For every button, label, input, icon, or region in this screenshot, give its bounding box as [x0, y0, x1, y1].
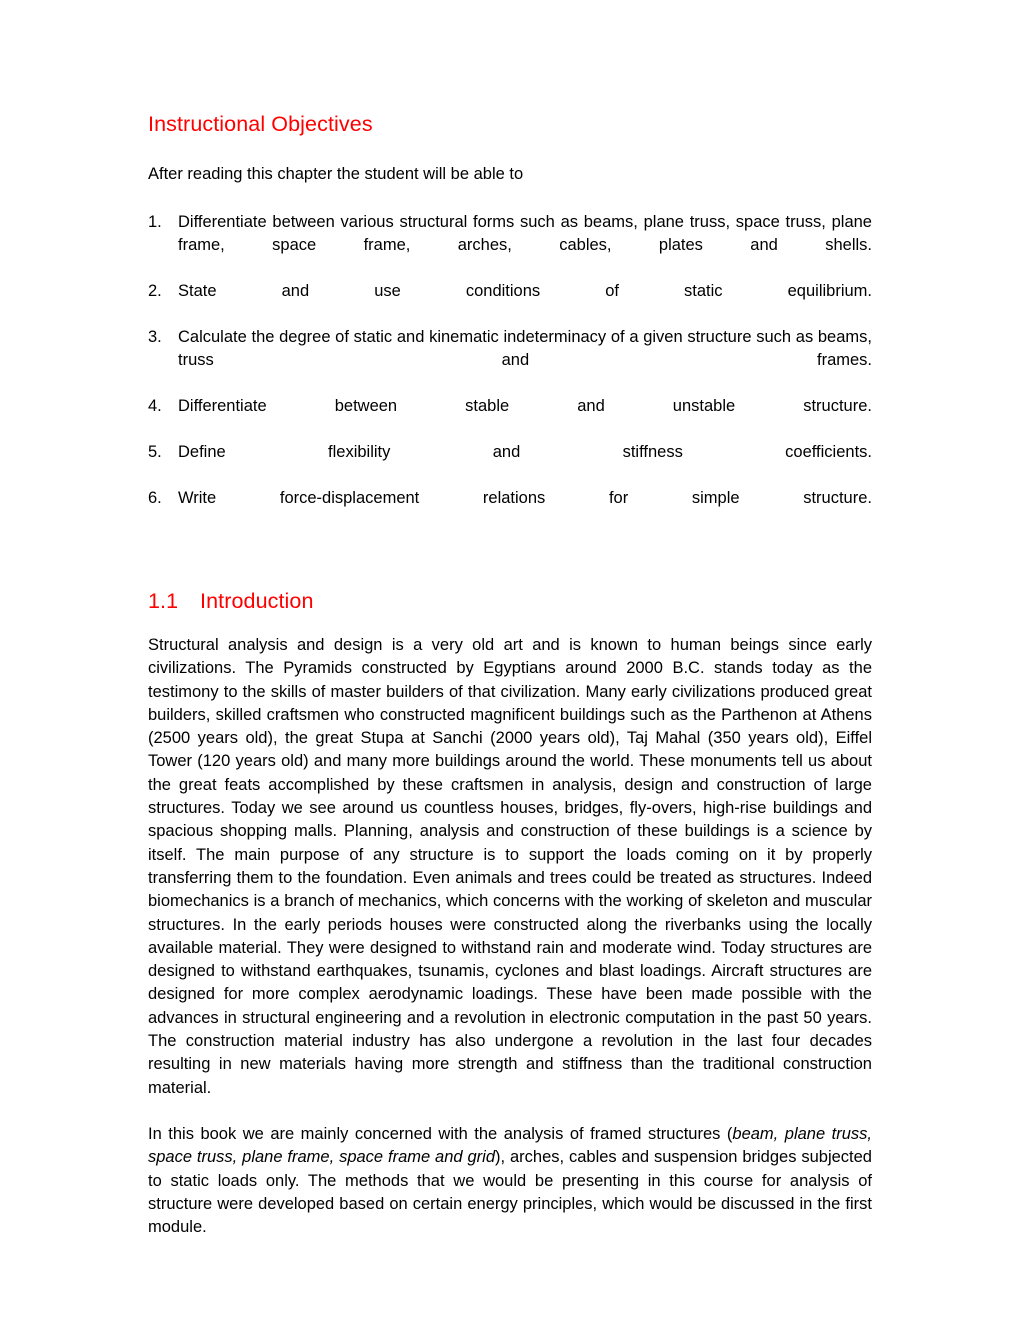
objective-number: 6.: [148, 489, 162, 507]
list-item: [148, 441, 872, 487]
section-number: 1.1: [148, 589, 179, 613]
objective-number: 2.: [148, 282, 162, 300]
structure-types-emphasis: beam, plane truss, space truss, plane frame, space frame and grid: [148, 1124, 872, 1167]
section-title: Introduction: [200, 589, 314, 613]
objective-text: Differentiate between various structural forms such as beams, plane truss, space truss, plane frame, space frame, arches, cables, plates and shells.: [178, 213, 872, 254]
paragraph-book-scope: [148, 1123, 872, 1239]
objective-text: Define flexibility and stiffness coefficients.: [178, 443, 872, 461]
objective-number: 1.: [148, 213, 162, 231]
objective-number: 4.: [148, 397, 162, 415]
page-content: [148, 112, 872, 1239]
paragraph-introduction-history: Structural analysis and design is a very old art and is known to human beings since early civilizations. The Pyramids constructed by Egyptians around 2000 B.C. stands today as the testimony to the skills of master builders of that civilization. Many early civilizations produced great builders, skilled craftsmen who constructed magnificent buildings such as the Parthenon at Athens (2500 years old), the great Stupa at Sanchi (2000 years old), Taj Mahal (350 years old), Eiffel Tower (120 years old) and many more buildings around the world. These monuments tell us about the great feats accomplished by these craftsmen in analysis, design and construction of large structures. Today we see around us countless houses, bridges, fly-overs, high-rise buildings and spacious shopping malls. Planning, analysis and construction of these buildings is a science by itself. The main purpose of any structure is to support the loads coming on it by properly transferring them to the foundation. Even animals and trees could be treated as structures. Indeed biomechanics is a branch of mechanics, which concerns with the working of skeleton and muscular structures. In the early periods houses were constructed along the riverbanks using the locally available material. They were designed to withstand rain and moderate wind. Today structures are designed to withstand earthquakes, tsunamis, cyclones and blast loadings. Aircraft structures are designed for more complex aerodynamic loadings. These have been made possible with the advances in structural engineering and a revolution in electronic computation in the past 50 years. The construction material industry has also undergone a revolution in the last four decades resulting in new materials having more strength and stiffness than the traditional construction material.: [148, 636, 872, 1097]
list-item: [148, 326, 872, 395]
objective-text: Differentiate between stable and unstable structure.: [178, 397, 872, 415]
list-item: [148, 395, 872, 441]
objective-number: 3.: [148, 328, 162, 346]
objectives-list: [148, 211, 872, 533]
objective-number: 5.: [148, 443, 162, 461]
list-item: [148, 211, 872, 280]
list-item: [148, 487, 872, 533]
instructional-objectives-heading: Instructional Objectives: [148, 112, 373, 136]
objective-text: Calculate the degree of static and kinematic indeterminacy of a given structure such as beams, truss and frames.: [178, 328, 872, 369]
section-spacer: [148, 533, 872, 589]
objectives-intro-line: After reading this chapter the student will be able to: [148, 165, 524, 183]
objective-text: Write force-displacement relations for simple structure.: [178, 489, 872, 507]
list-item: [148, 280, 872, 326]
paragraph-text-segment: ), arches, cables and suspension bridges subjected to static loads only. The methods that we would be presenting in this course for analysis of structure were developed based on certain energy principles, which would be discussed in the first module.: [148, 1148, 872, 1237]
section-heading: [148, 589, 872, 614]
paragraph-text-segment: In this book we are mainly concerned with the analysis of framed structures (: [148, 1124, 733, 1143]
objective-text: State and use conditions of static equilibrium.: [178, 282, 872, 300]
